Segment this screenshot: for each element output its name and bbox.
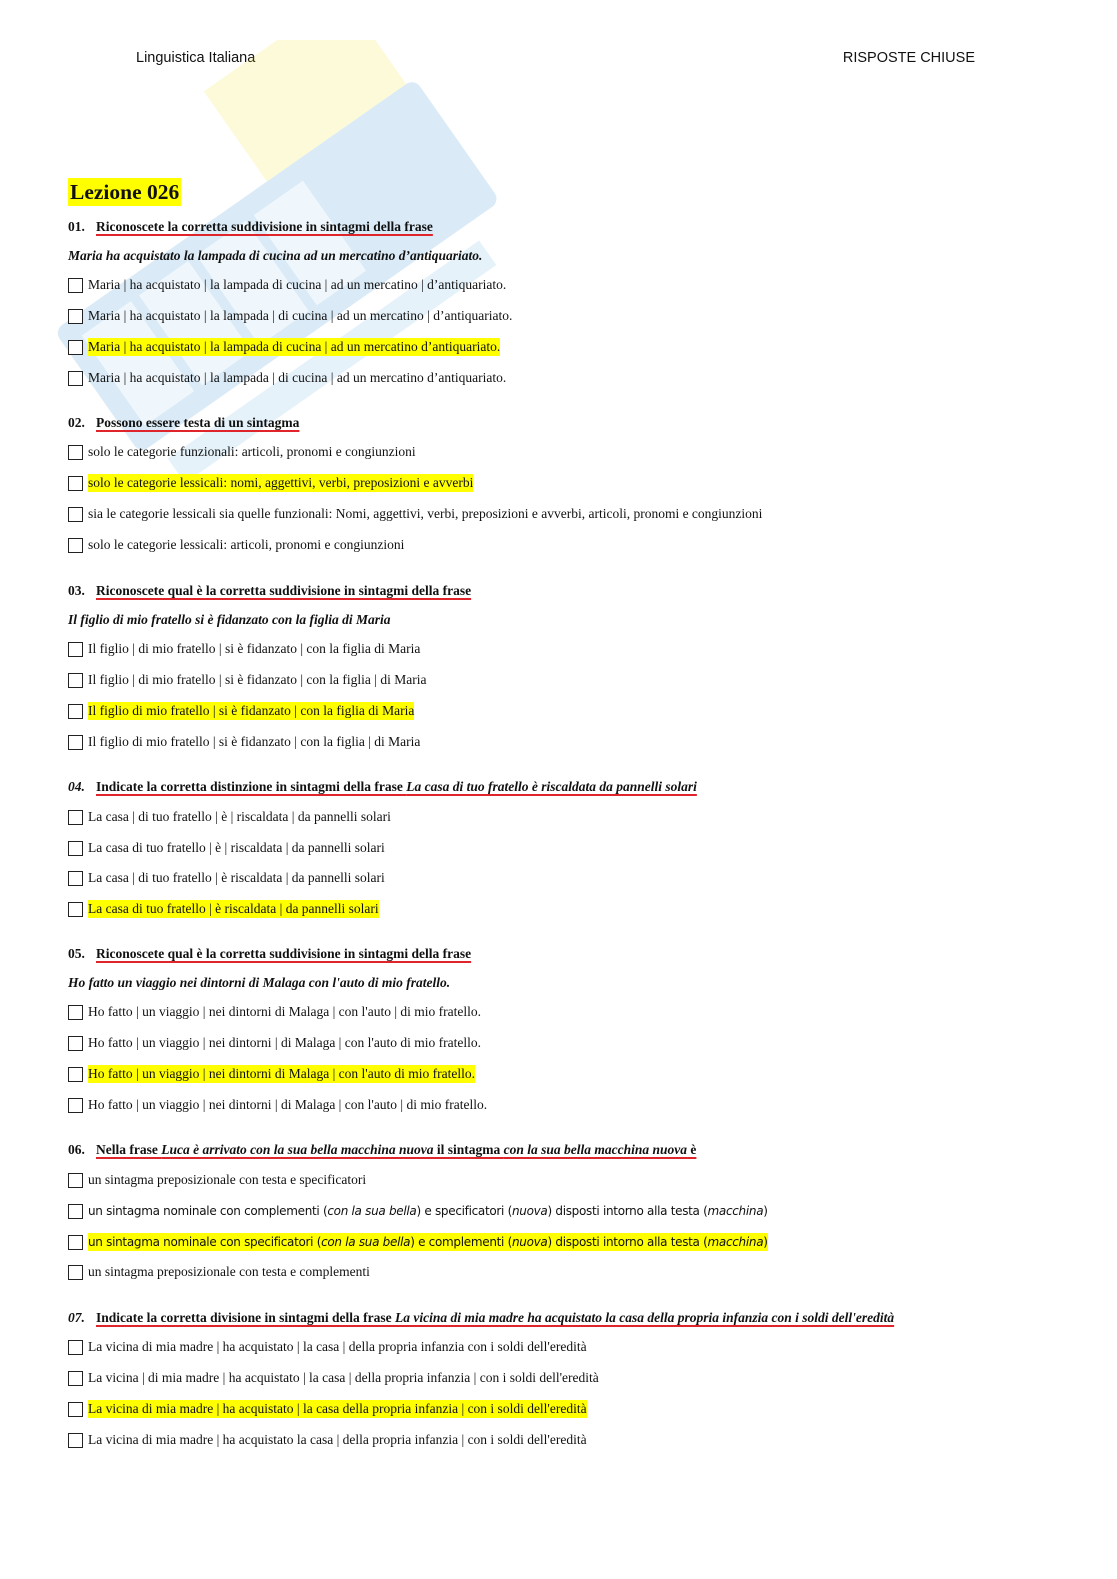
- question-7-heading: [68, 1309, 894, 1327]
- answer-option[interactable]: [68, 505, 762, 523]
- question-sentence-inline: La vicina di mia madre ha acquistato la casa della propria infanzia con i soldi dell'eredità: [394, 1310, 895, 1325]
- question-text: Nella frase Luca è arrivato con la sua bella macchina nuova il sintagma con la sua bella macchina nuova è: [96, 1142, 697, 1157]
- answer-option[interactable]: [68, 307, 512, 325]
- checkbox[interactable]: [68, 1371, 83, 1386]
- answer-option[interactable]: [68, 1034, 481, 1052]
- answer-option[interactable]: [68, 671, 426, 689]
- question-text: Indicate la corretta divisione in sintagmi della frase La vicina di mia madre ha acquistato la casa della propria infanzia con i soldi dell'eredità: [96, 1310, 895, 1325]
- option-text: La casa | di tuo fratello | è | riscaldata | da pannelli solari: [88, 809, 391, 824]
- option-text: sia le categorie lessicali sia quelle funzionali: Nomi, aggettivi, verbi, preposizioni e avverbi, articoli, pronomi e congiunzioni: [88, 506, 763, 521]
- option-text-highlighted: Il figlio di mio fratello | si è fidanzato | con la figlia di Maria: [88, 703, 415, 718]
- option-text: La vicina | di mia madre | ha acquistato | la casa | della propria infanzia | con i soldi dell'eredità: [88, 1370, 599, 1385]
- question-1-sentence: Maria ha acquistato la lampada di cucina ad un mercatino d’antiquariato.: [68, 248, 483, 263]
- checkbox[interactable]: [68, 841, 83, 856]
- question-3-sentence: Il figlio di mio fratello si è fidanzato con la figlia di Maria: [68, 612, 391, 627]
- option-text: un sintagma preposizionale con testa e complementi: [88, 1264, 370, 1279]
- answer-option[interactable]: [68, 1003, 481, 1021]
- question-number: 03.: [68, 583, 85, 598]
- checkbox[interactable]: [68, 1235, 83, 1250]
- answer-option-correct[interactable]: [68, 474, 473, 492]
- answer-option[interactable]: [68, 276, 506, 294]
- answer-option[interactable]: [68, 369, 506, 387]
- checkbox[interactable]: [68, 642, 83, 657]
- checkbox[interactable]: [68, 1036, 83, 1051]
- answer-option[interactable]: [68, 640, 420, 658]
- checkbox[interactable]: [68, 476, 83, 491]
- option-text: La vicina di mia madre | ha acquistato la casa | della propria infanzia | con i soldi dell'eredità: [88, 1432, 587, 1447]
- option-text: un sintagma nominale con complementi (con la sua bella) e specificatori (nuova) disposti intorno alla testa (macchina): [88, 1204, 768, 1218]
- option-text: un sintagma preposizionale con testa e specificatori: [88, 1172, 367, 1187]
- option-text: La casa di tuo fratello | è | riscaldata | da pannelli solari: [88, 840, 385, 855]
- answer-option[interactable]: [68, 869, 385, 887]
- checkbox[interactable]: [68, 1005, 83, 1020]
- option-text: Il figlio | di mio fratello | si è fidanzato | con la figlia | di Maria: [88, 672, 427, 687]
- checkbox[interactable]: [68, 1265, 83, 1280]
- answer-option[interactable]: [68, 1202, 768, 1220]
- question-number: 06.: [68, 1142, 85, 1157]
- checkbox[interactable]: [68, 1098, 83, 1113]
- answer-option-correct[interactable]: [68, 702, 414, 720]
- checkbox[interactable]: [68, 309, 83, 324]
- question-6-heading: [68, 1141, 696, 1159]
- header-section-title: RISPOSTE CHIUSE: [842, 50, 975, 66]
- checkbox[interactable]: [68, 1173, 83, 1188]
- question-5-sentence: Ho fatto un viaggio nei dintorni di Malaga con l'auto di mio fratello.: [68, 975, 451, 990]
- question-4-heading: [68, 778, 697, 796]
- answer-option[interactable]: [68, 1171, 366, 1189]
- question-2-heading: [68, 414, 299, 432]
- question-number: 04.: [68, 779, 85, 794]
- option-text-highlighted: Maria | ha acquistato | la lampada di cucina | ad un mercatino d’antiquariato.: [88, 339, 501, 354]
- answer-option-correct[interactable]: [68, 900, 379, 918]
- checkbox[interactable]: [68, 1402, 83, 1417]
- question-sentence-inline: La casa di tuo fratello è riscaldata da pannelli solari: [406, 779, 697, 794]
- checkbox[interactable]: [68, 871, 83, 886]
- option-text-highlighted: La casa di tuo fratello | è riscaldata | da pannelli solari: [88, 901, 379, 916]
- option-text: Maria | ha acquistato | la lampada | di cucina | ad un mercatino | d’antiquariato.: [88, 308, 513, 323]
- option-text: Maria | ha acquistato | la lampada di cucina | ad un mercatino | d’antiquariato.: [88, 277, 507, 292]
- checkbox[interactable]: [68, 673, 83, 688]
- answer-option[interactable]: [68, 1338, 587, 1356]
- question-text: Indicate la corretta distinzione in sintagmi della frase La casa di tuo fratello è riscaldata da pannelli solari: [96, 779, 697, 794]
- question-text: Riconoscete qual è la corretta suddivisione in sintagmi della frase: [96, 946, 472, 961]
- checkbox[interactable]: [68, 445, 83, 460]
- answer-option[interactable]: [68, 1263, 370, 1281]
- question-text: Riconoscete qual è la corretta suddivisione in sintagmi della frase: [96, 583, 472, 598]
- checkbox[interactable]: [68, 1204, 83, 1219]
- option-text: Il figlio di mio fratello | si è fidanzato | con la figlia | di Maria: [88, 734, 421, 749]
- question-3-heading: [68, 582, 471, 600]
- option-text-highlighted: Ho fatto | un viaggio | nei dintorni di Malaga | con l'auto di mio fratello.: [88, 1066, 475, 1081]
- checkbox[interactable]: [68, 902, 83, 917]
- checkbox[interactable]: [68, 371, 83, 386]
- checkbox[interactable]: [68, 810, 83, 825]
- answer-option[interactable]: [68, 733, 420, 751]
- option-text-highlighted: solo le categorie lessicali: nomi, aggettivi, verbi, preposizioni e avverbi: [88, 475, 474, 490]
- option-text: La casa | di tuo fratello | è riscaldata | da pannelli solari: [88, 870, 385, 885]
- option-text: Ho fatto | un viaggio | nei dintorni | di Malaga | con l'auto | di mio fratello.: [88, 1097, 488, 1112]
- answer-option[interactable]: [68, 839, 385, 857]
- checkbox[interactable]: [68, 538, 83, 553]
- checkbox[interactable]: [68, 278, 83, 293]
- option-text: Maria | ha acquistato | la lampada | di cucina | ad un mercatino d’antiquariato.: [88, 370, 507, 385]
- option-text: solo le categorie lessicali: articoli, pronomi e congiunzioni: [88, 537, 405, 552]
- answer-option-correct[interactable]: [68, 1233, 768, 1251]
- option-text: La vicina di mia madre | ha acquistato | la casa | della propria infanzia con i soldi dell'eredità: [88, 1339, 587, 1354]
- checkbox[interactable]: [68, 1340, 83, 1355]
- question-5-heading: [68, 945, 471, 963]
- answer-option[interactable]: [68, 536, 404, 554]
- option-text: Ho fatto | un viaggio | nei dintorni di Malaga | con l'auto | di mio fratello.: [88, 1004, 482, 1019]
- question-number: 07.: [68, 1310, 85, 1325]
- answer-option[interactable]: [68, 1369, 599, 1387]
- answer-option[interactable]: [68, 1096, 487, 1114]
- option-text: solo le categorie funzionali: articoli, pronomi e congiunzioni: [88, 444, 416, 459]
- question-number: 01.: [68, 219, 85, 234]
- option-text-highlighted: La vicina di mia madre | ha acquistato | la casa della propria infanzia | con i soldi dell'eredità: [88, 1401, 587, 1416]
- checkbox[interactable]: [68, 1433, 83, 1448]
- question-number: 02.: [68, 415, 85, 430]
- checkbox[interactable]: [68, 704, 83, 719]
- checkbox[interactable]: [68, 507, 83, 522]
- checkbox[interactable]: [68, 1067, 83, 1082]
- question-text: Riconoscete la corretta suddivisione in sintagmi della frase: [96, 219, 433, 234]
- checkbox[interactable]: [68, 340, 83, 355]
- question-text: Possono essere testa di un sintagma: [96, 415, 300, 430]
- answer-option-correct[interactable]: [68, 1400, 587, 1418]
- option-text: Ho fatto | un viaggio | nei dintorni | di Malaga | con l'auto di mio fratello.: [88, 1035, 482, 1050]
- question-1-heading: [68, 218, 433, 236]
- answer-option[interactable]: [68, 808, 391, 826]
- question-number: 05.: [68, 946, 85, 961]
- checkbox[interactable]: [68, 735, 83, 750]
- answer-option[interactable]: [68, 443, 416, 461]
- lesson-title: Lezione 026: [70, 180, 180, 204]
- option-text: Il figlio | di mio fratello | si è fidanzato | con la figlia di Maria: [88, 641, 421, 656]
- answer-option-correct[interactable]: [68, 338, 500, 356]
- option-text-highlighted: un sintagma nominale con specificatori (con la sua bella) e complementi (nuova) disposti intorno alla testa (macchina): [88, 1235, 768, 1249]
- answer-option[interactable]: [68, 1431, 587, 1449]
- answer-option-correct[interactable]: [68, 1065, 475, 1083]
- header-course-title: Linguistica Italiana: [136, 50, 256, 66]
